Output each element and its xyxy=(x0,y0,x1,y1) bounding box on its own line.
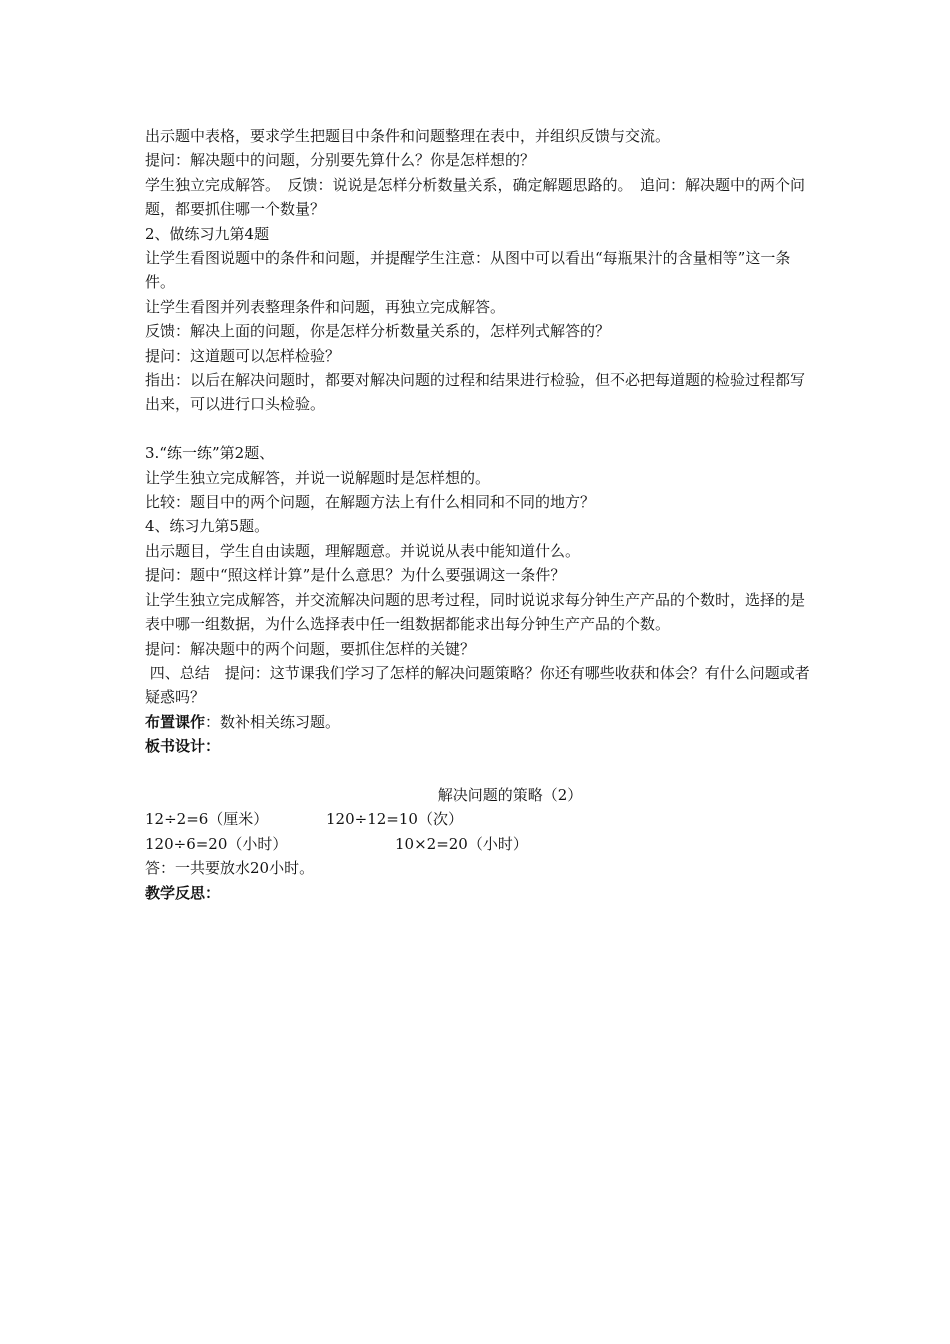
paragraph: 2、做练习九第4题 xyxy=(145,224,270,243)
document-body xyxy=(145,124,815,905)
homework-text: ：数补相关练习题。 xyxy=(205,712,341,731)
paragraph: 比较：题目中的两个问题，在解题方法上有什么相同和不同的地方？ xyxy=(145,493,596,512)
paragraph: 让学生看图说题中的条件和问题，并提醒学生注意：从图中可以看出“每瓶果汁的含量相等”这一条件。 xyxy=(145,249,791,292)
equation-row xyxy=(145,807,815,831)
blank-line xyxy=(145,759,815,783)
paragraph: 让学生独立完成解答，并说一说解题时是怎样想的。 xyxy=(145,468,491,487)
paragraph: 让学生看图并列表整理条件和问题，再独立完成解答。 xyxy=(145,297,506,316)
paragraph: 出示题目，学生自由读题，理解题意。并说说从表中能知道什么。 xyxy=(145,541,581,560)
paragraph: 让学生独立完成解答，并交流解决问题的思考过程，同时说说求每分钟生产产品的个数时，选择的是表中哪一组数据，为什么选择表中任一组数据都能求出每分钟生产产品的个数。 xyxy=(145,590,806,634)
homework-line xyxy=(145,710,815,734)
paragraph: 提问：解决题中的两个问题，要抓住怎样的关键？ xyxy=(145,639,476,658)
homework-label: 布置课作 xyxy=(145,712,206,731)
paragraph: 提问：解决题中的问题，分别要先算什么？你是怎样想的？ xyxy=(145,151,536,170)
paragraph: 提问：这道题可以怎样检验？ xyxy=(145,346,341,365)
paragraph: 反馈：解决上面的问题，你是怎样分析数量关系的，怎样列式解答的？ xyxy=(145,322,611,341)
paragraph: 3.“练一练”第2题、 xyxy=(145,444,275,463)
equation: 10×2=20（小时） xyxy=(395,834,528,853)
paragraph: 学生独立完成解答。 反馈：说说是怎样分析数量关系，确定解题思路的。 追问：解决题中的两个问题，都要抓住哪一个数量？ xyxy=(145,175,806,219)
paragraph: 出示题中表格，要求学生把题目中条件和问题整理在表中，并组织反馈与交流。 xyxy=(145,127,671,145)
board-design-label: 板书设计： xyxy=(145,737,221,756)
answer-line: 答：一共要放水20小时。 xyxy=(145,859,315,878)
paragraph: 4、练习九第5题。 xyxy=(145,517,270,536)
paragraph: 提问：题中“照这样计算”是什么意思？为什么要强调这一条件？ xyxy=(145,566,566,585)
equation: 12÷2=6（厘米） xyxy=(145,810,269,829)
paragraph: 四、总结 提问：这节课我们学习了怎样的解决问题策略？你还有哪些收获和体会？有什么问题或者疑惑吗？ xyxy=(145,663,810,707)
equation: 120÷12=10（次） xyxy=(326,810,463,829)
reflection-label: 教学反思： xyxy=(145,883,221,902)
paragraph: 指出：以后在解决问题时，都要对解决问题的过程和结果进行检验，但不必把每道题的检验过程都写出来，可以进行口头检验。 xyxy=(145,371,806,414)
blank-line xyxy=(145,417,815,441)
equation: 120÷6=20（小时） xyxy=(145,834,288,853)
board-title: 解决问题的策略（2） xyxy=(437,785,583,804)
equation-row xyxy=(145,832,815,856)
